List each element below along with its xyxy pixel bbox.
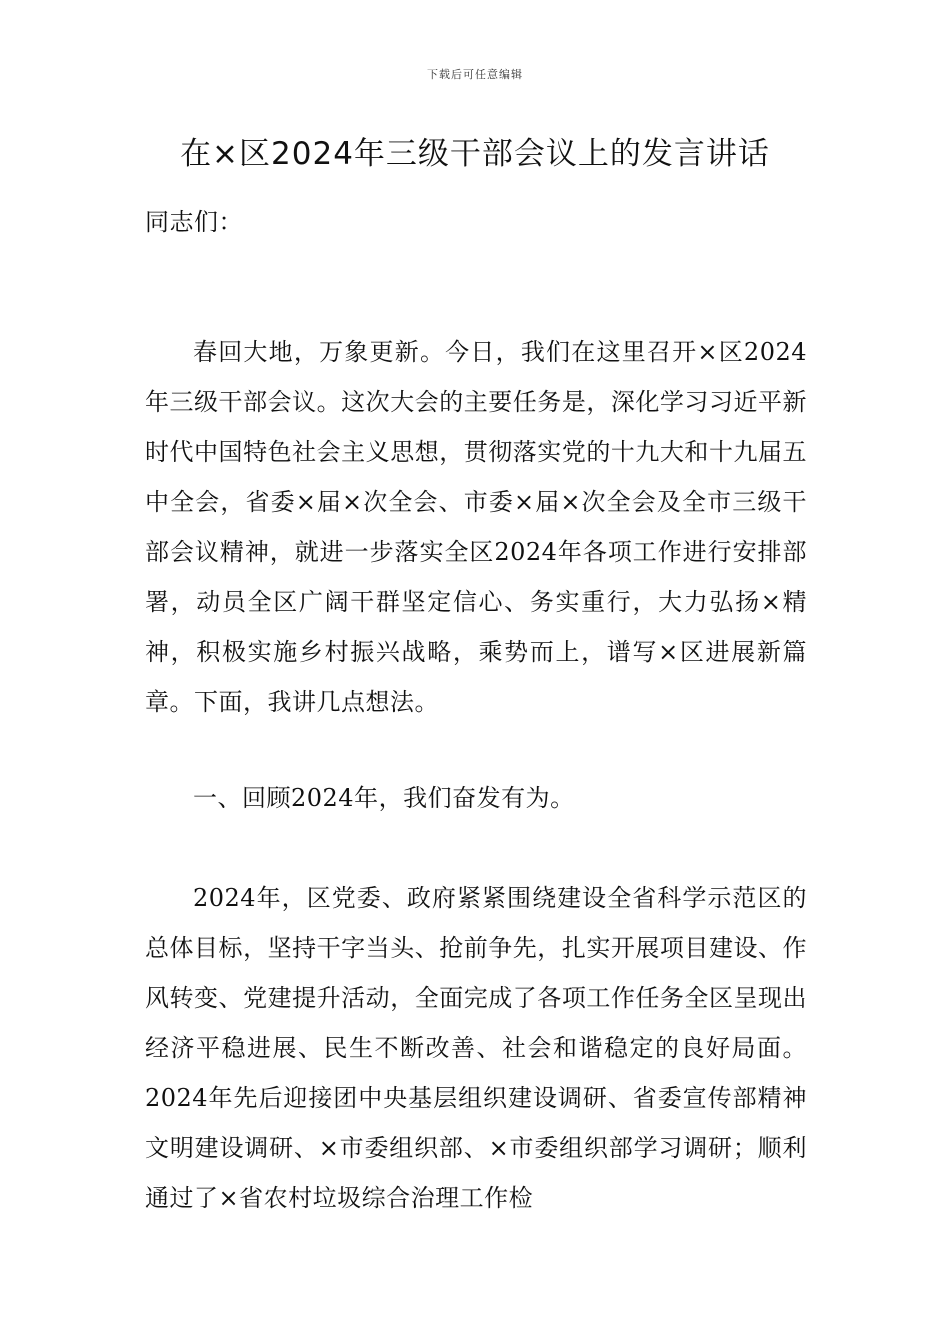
section-heading-1: 一、回顾2024年，我们奋发有为。 — [193, 784, 575, 812]
paragraph-intro: 春回大地，万象更新。今日，我们在这里召开×区2024年三级干部会议。这次大会的主要任务是，深化学习习近平新时代中国特色社会主义思想，贯彻落实党的十九大和十九届五中全会，省委×届×次全会、市委×届×次全会及全市三级干部会议精神，就进一步落实全区2024年各项工作进行安排部署，动员全区广阔干群坚定信心、务实重行，大力弘扬×精神，积极实施乡村振兴战略，乘势而上，谱写×区进展新篇章。下面，我讲几点想法。 — [145, 338, 807, 716]
salutation: 同志们： — [145, 208, 243, 236]
header-note: 下载后可任意编辑 — [427, 68, 523, 81]
document-title: 在×区2024年三级干部会议上的发言讲话 — [180, 136, 770, 172]
paragraph-review-2024: 2024年，区党委、政府紧紧围绕建设全省科学示范区的总体目标，坚持干字当头、抢前争先，扎实开展项目建设、作风转变、党建提升活动，全面完成了各项工作任务全区呈现出经济平稳进展、民生不断改善、社会和谐稳定的良好局面。2024年先后迎接团中央基层组织建设调研、省委宣传部精神文明建设调研、×市委组织部、×市委组织部学习调研；顺利通过了×省农村垃圾综合治理工作检 — [145, 884, 807, 1212]
